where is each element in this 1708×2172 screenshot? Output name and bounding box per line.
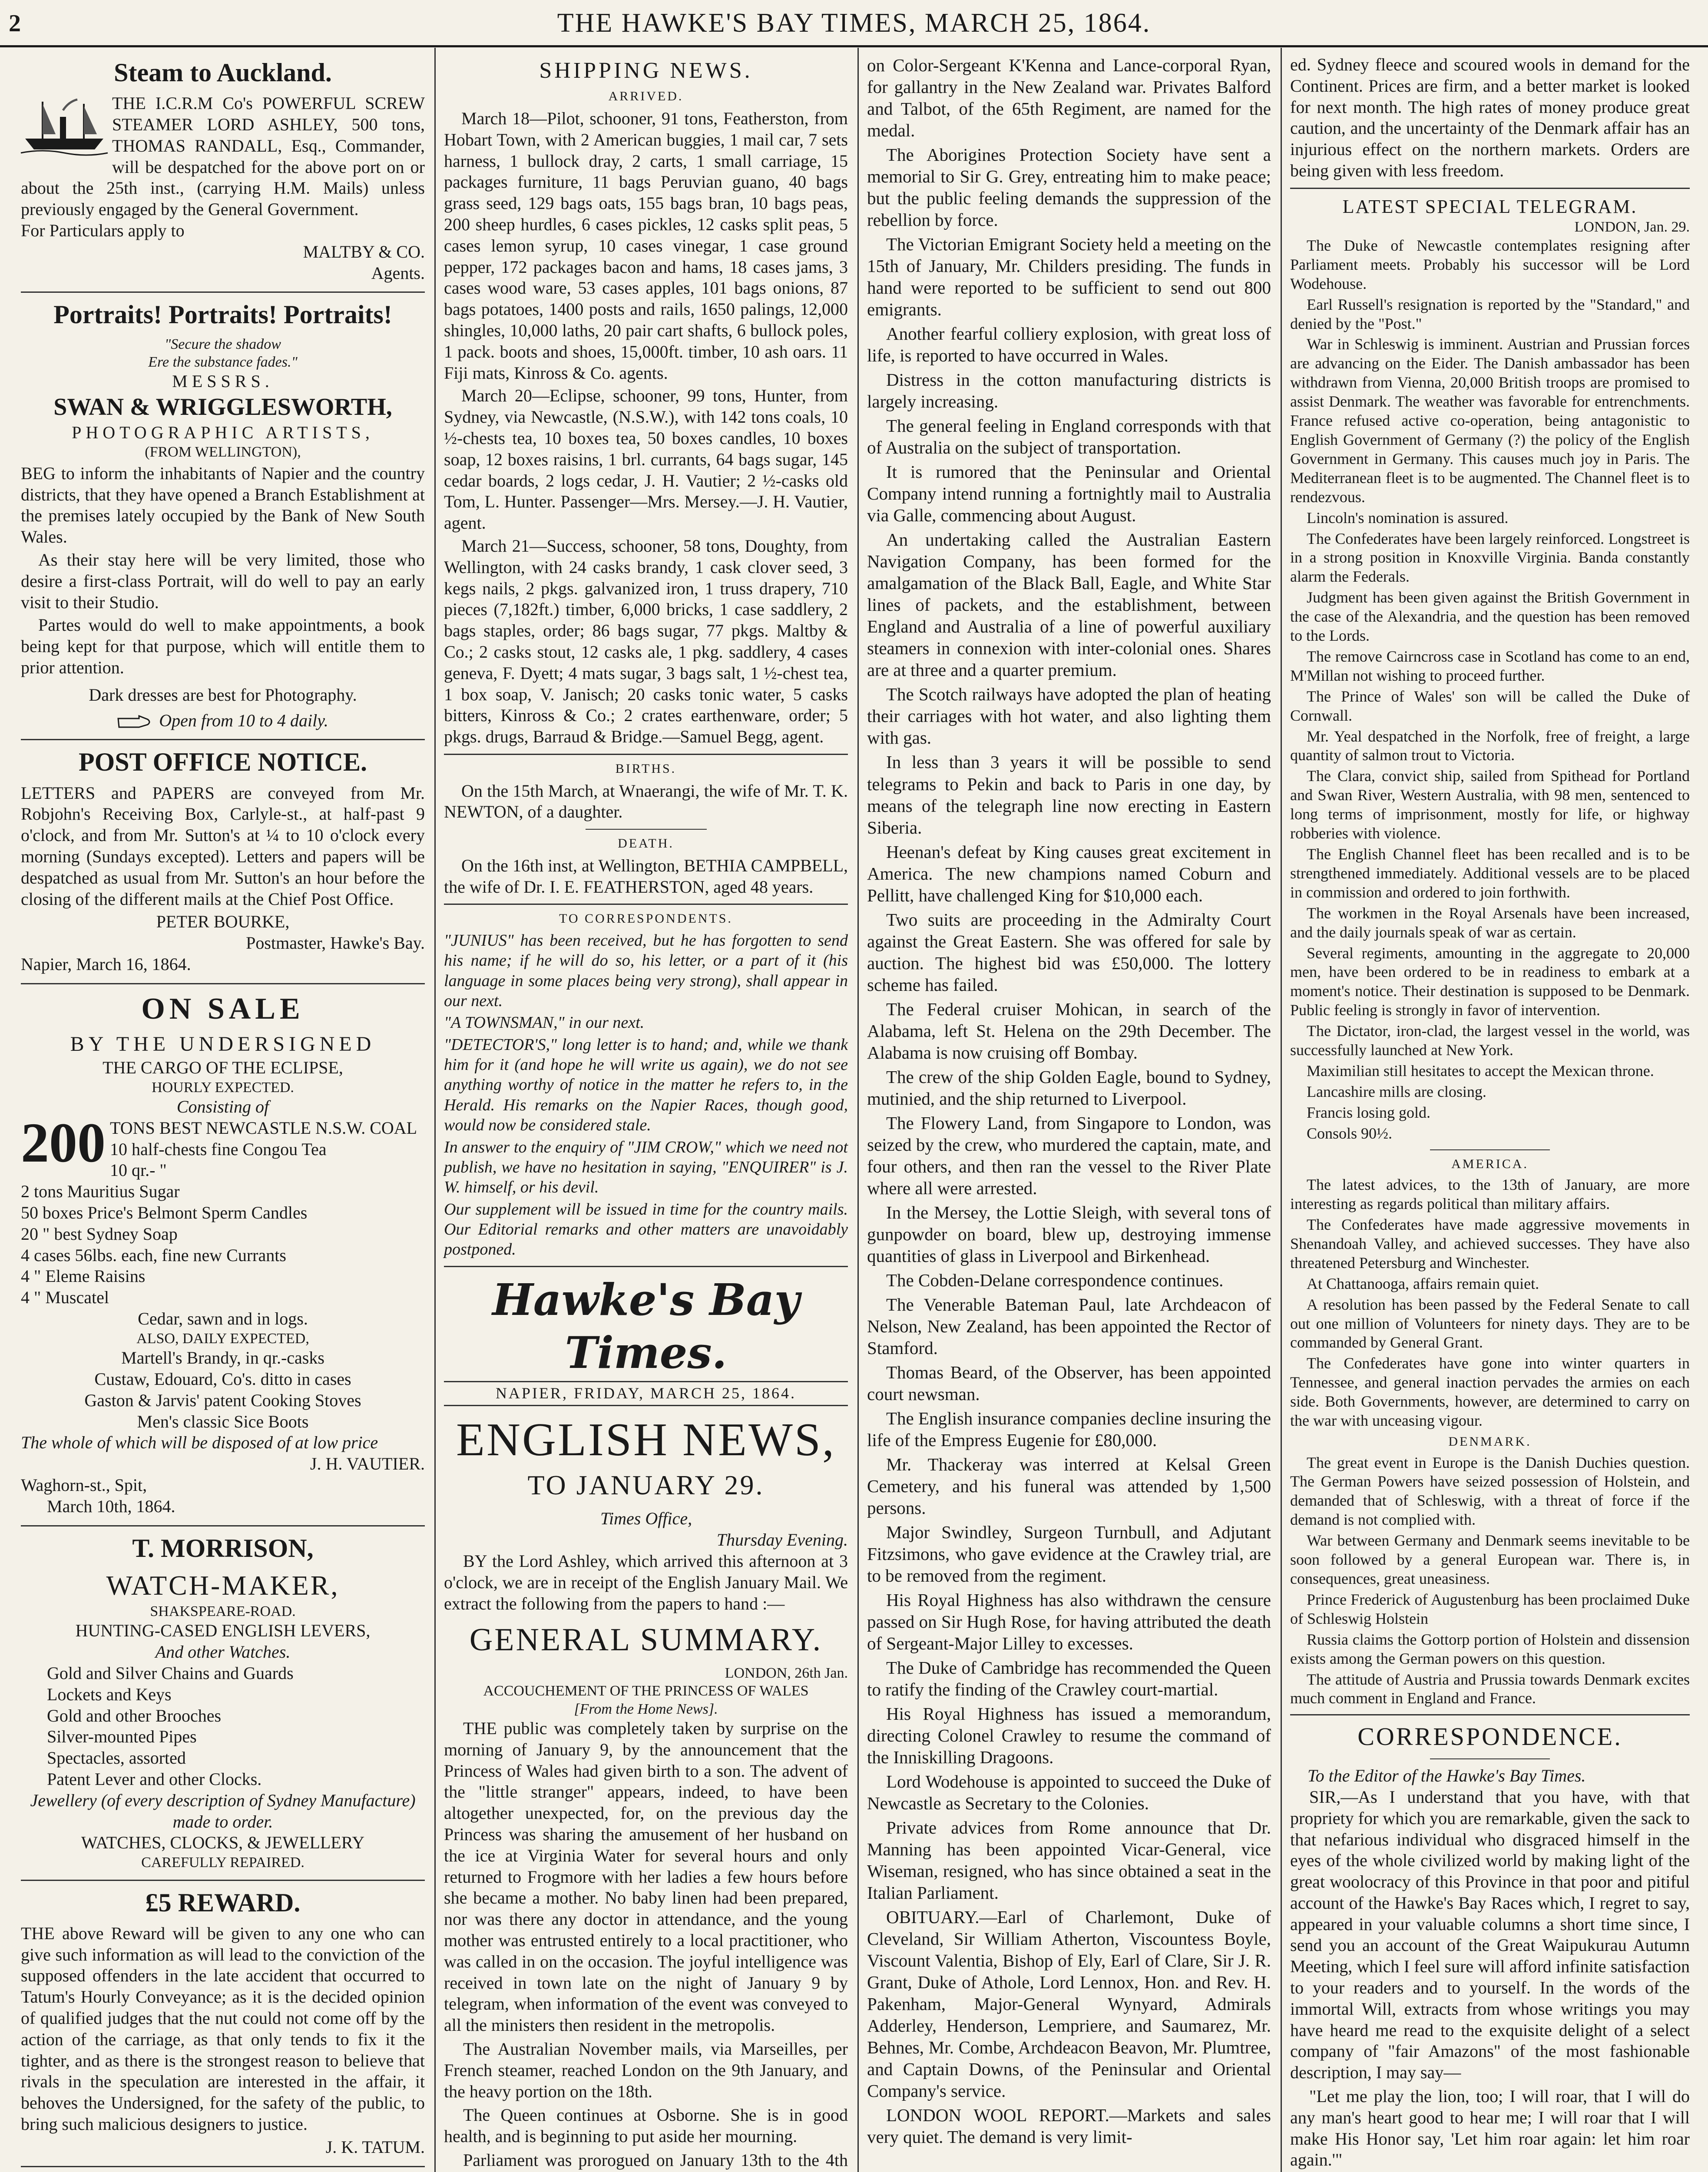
ad-text: Partes would do well to make appointments, a book being kept for that purpose, which will entitle them to prior attention.	[21, 615, 425, 678]
ad-whole: The whole of which will be disposed of at low price	[21, 1433, 378, 1453]
ad-date: March 10th, 1864.	[47, 1496, 175, 1516]
ad-also: ALSO, DAILY EXPECTED,	[136, 1330, 309, 1347]
ad-title: £5 REWARD.	[145, 1888, 301, 1917]
telegram-item: Lancashire mills are closing.	[1307, 1083, 1486, 1100]
correspondents-notes	[444, 930, 848, 1260]
ad-repairs: WATCHES, CLOCKS, & JEWELLERY	[81, 1833, 365, 1853]
ad-on-sale	[21, 990, 425, 1517]
english-news-heading: ENGLISH NEWS,	[456, 1414, 836, 1466]
ad-post-office	[21, 746, 425, 975]
paragraph: The Duke of Cambridge has recommended the Queen to ratify the finding of the Crawley court-martial.	[867, 1658, 1271, 1700]
ad-messrs: MESSRS.	[172, 371, 274, 391]
ad-role: Postmaster, Hawke's Bay.	[246, 933, 425, 953]
general-summary-heading: GENERAL SUMMARY.	[469, 1622, 823, 1658]
correspondent-note: Our supplement will be issued in time for the country mails. Our Editorial remarks and other matters are unavoidably postponed.	[444, 1200, 848, 1259]
births-heading: BIRTHS.	[615, 761, 677, 776]
pointing-hand-icon	[117, 714, 152, 730]
telegram-item: The Confederates have gone into winter quarters in Tennessee, and general inaction pervades the armies on each side. Both Governments, however, are determined to carry on the war with unceasing vigour.	[1290, 1354, 1690, 1430]
ad-agents-label: Agents.	[371, 263, 425, 283]
masthead: THE HAWKE'S BAY TIMES, MARCH 25, 1864.	[557, 8, 1151, 38]
paragraph: BY the Lord Ashley, which arrived this afternoon at 3 o'clock, we are in receipt of the English January Mail. We extract the following from the papers to hand :—	[444, 1551, 848, 1613]
list-item: 10 qr.- "	[110, 1160, 167, 1180]
divider	[444, 904, 848, 905]
ad-agent: MALTBY & CO.	[303, 242, 425, 262]
telegram-item: The Duke of Newcastle contemplates resigning after Parliament meets. Probably his successor will be Lord Wodehouse.	[1290, 236, 1690, 292]
ad-coal-amount: 200	[21, 1111, 106, 1174]
ad-note: Dark dresses are best for Photography.	[89, 685, 357, 705]
ad-hours	[21, 710, 425, 732]
telegram-item: The great event in Europe is the Danish Duchies question. The German Powers have seized possession of Holstein, and demanded that of Schleswig, with a threat of force if the demand is not complied with.	[1290, 1454, 1690, 1529]
paragraph: "Let me play the lion, too; I will roar, that I will do any man's heart good to hear me; I will roar that I will make His Honor say, 'Let him roar again: let him roar again.'"	[1290, 2086, 1690, 2170]
shipping-entry: March 20—Eclipse, schooner, 99 tons, Hunter, from Sydney, via Newcastle, (N.S.W.), with 142 tons coals, 10 ½-chests tea, 10 boxes tea, 50 boxes candles, 10 boxes soap, 12 boxes raisins, 1 brl. currants, 64 bags sugar, 145 cedar boards, 2 logs cedar, J. H. Vautier; 2 ½-casks old Tom, L. Hunter. Passenger—Mrs. Mersey.—J. H. Vautier, agent.	[444, 386, 848, 533]
ad-signer: J. H. VAUTIER.	[310, 1454, 425, 1474]
list-item: Martell's Brandy, in qr.-casks	[121, 1348, 324, 1368]
divider	[1430, 1758, 1550, 1759]
ad-morrison	[21, 1533, 425, 1872]
paragraph: Thomas Beard, of the Observer, has been appointed court newsman.	[867, 1362, 1271, 1404]
ad-title: POST OFFICE NOTICE.	[78, 748, 367, 777]
telegram-item: Lincoln's nomination is assured.	[1307, 509, 1509, 526]
paragraph: Major Swindley, Surgeon Turnbull, and Adjutant Fitzsimons, who gave evidence at the Crawley trial, are to be removed from the regiment.	[867, 1522, 1271, 1586]
newspaper-logo: Hawke's Bay Times.	[492, 1274, 800, 1378]
telegram-item: A resolution has been passed by the Federal Senate to call out one million of Volunteers for ninety days. They are to be commanded by General Grant.	[1290, 1295, 1690, 1351]
telegram-item: The English Channel fleet has been recalled and is to be strengthened immediately. Additional vessels are to be placed in commission and ordered to join forthwith.	[1290, 845, 1690, 901]
ad-title: ON SALE	[141, 992, 305, 1026]
paragraph: It is rumored that the Peninsular and Oriental Company intend running a fortnightly mail to Australia via Galle, commencing about August.	[867, 462, 1271, 526]
column-divider	[434, 48, 436, 2172]
correspondent-note: "JUNIUS" has been received, but he has forgotten to send his name; if he will do so, his letter, or a part of it (his language in some places being very strong), shall appear in our next.	[444, 931, 848, 1010]
divider	[1290, 188, 1690, 189]
correspondents-heading: TO CORRESPONDENTS.	[559, 911, 733, 926]
paragraph: In less than 3 years it will be possible to send telegrams to Pekin and back to Paris in one day, by means of the telegraph line now erecting in Eastern Siberia.	[867, 752, 1271, 838]
ad-from: (FROM WELLINGTON),	[145, 444, 301, 460]
page-header	[0, 0, 1708, 48]
paragraph: Two suits are proceeding in the Admiralty Court against the Great Eastern. She was offered for sale by auction. The highest bid was £50,000. The lottery scheme has failed.	[867, 909, 1271, 995]
telegram-item: The Prince of Wales' son will be called the Duke of Cornwall.	[1290, 687, 1690, 724]
paragraph: Another fearful colliery explosion, with great loss of life, is reported to have occurred in Wales.	[867, 324, 1271, 366]
correspondent-note: "DETECTOR'S," long letter is to hand; and, while we thank him for it (and hope he will write us again), we do not see anything worthy of notice in the matter he refers to, in the Herald. His remarks on the Napier Races, though good, would now be considered stale.	[444, 1035, 848, 1135]
telegram-item: Judgment has been given against the British Government in the case of the Alexandria, and the question has been removed to the Lords.	[1290, 589, 1690, 645]
ad-cargo: THE CARGO OF THE ECLIPSE,	[103, 1057, 343, 1077]
paragraph: The general feeling in England corresponds with that of Australia on the subject of transportation.	[867, 416, 1271, 458]
list-item: Gaston & Jarvis' patent Cooking Stoves	[84, 1390, 361, 1410]
paragraph: The Australian November mails, via Marseilles, per French steamer, reached London on the 9th January, and the heavy portion on the 18th.	[444, 2039, 848, 2101]
ad-portraits	[21, 299, 425, 731]
dateline: NAPIER, FRIDAY, MARCH 25, 1864.	[444, 1381, 848, 1406]
ad-signer: PETER BOURKE,	[156, 912, 290, 932]
times-office: Times Office,	[600, 1509, 692, 1529]
divider	[444, 1266, 848, 1267]
list-item: 2 tons Mauritius Sugar	[21, 1182, 180, 1202]
wool-report-continued	[1290, 54, 1690, 182]
paragraph: The Scotch railways have adopted the plan of heating their carriages with hot water, and also lighting them with gas.	[867, 684, 1271, 748]
divider	[21, 1880, 425, 1881]
telegram-item: Prince Frederick of Augustenburg has been proclaimed Duke of Schleswig Holstein	[1290, 1590, 1690, 1627]
denmark-items	[1290, 1454, 1690, 1708]
shipping-entries	[444, 108, 848, 748]
telegram-item: War in Schleswig is imminent. Austrian and Prussian forces are advancing on the Eider. The Danish ambassador has been withdrawn from Vienna, 20,000 British troops are promised to assist Denmark. The weather was favorable for entrenchments. France refused active co-operation, being antagonistic to English Government of Germany (?) the policy of the English Government in Germany. This causes much joy in Paris. The Mediterranean fleet is to be augmented. The Channel fleet is to rendezvous.	[1290, 335, 1690, 506]
america-items	[1290, 1175, 1690, 1430]
paragraph: Lord Wodehouse is appointed to succeed the Duke of Newcastle as Secretary to the Colonies.	[867, 1771, 1271, 1814]
telegram-heading: LATEST SPECIAL TELEGRAM.	[1342, 195, 1638, 217]
list-item: 50 boxes Price's Belmont Sperm Candles	[21, 1202, 308, 1222]
divider	[1430, 1149, 1550, 1150]
shipping-entry: March 21—Success, schooner, 58 tons, Doughty, from Wellington, with 24 casks brandy, 1 cask clover seed, 3 kegs nails, 2 pkgs. galvanized iron, 1 truss drapery, 710 pieces (7,182ft.) timber, 6,000 bricks, 1 case saddlery, 2 bags staples, order; 86 bags sugar, 77 pkgs. Maltby & Co.; 2 casks stout, 12 casks ale, 1 pkg. saddlery, 4 cases geneva, F. Dyett; 4 mats sugar, 3 bags salt, 1 ½-chest tea, 1 box soap, V. Janisch; 20 casks tonic water, 5 casks bitters, Kinross & Co.; 2 crates earthenware, order; 5 pkgs. drugs, Barraud & Bridge.—Samuel Begg, agent.	[444, 536, 848, 747]
list-item: 10 half-chests fine Congou Tea	[110, 1139, 327, 1159]
ad-jewellery: Jewellery (of every description of Sydney Manufacture) made to order.	[30, 1790, 416, 1831]
paragraph: The Cobden-Delane correspondence continues.	[886, 1270, 1224, 1290]
paragraph: The Queen continues at Osborne. She is in good health, and is beginning to put aside her mourning.	[444, 2105, 848, 2146]
paragraph: SIR,—As I understand that you have, with that propriety for which you are remarkable, given the sack to that nefarious individual who disgraced himself in the eyes of the whole civilized world by making light of the great woolocracy of this Province in that poor and pitiful account of the Hawke's Bay Races which, I regret to say, appeared in your valuable columns a short time since, I send you an account of the Great Waipukurau Autumn Meeting, which I feel sure will afford infinite satisfaction to your readers and to yourself. In the words of the immortal Will, extracts from whose writings you may have heard me read to the exquisite delight of a select company of "fair Amazons" of the most fashionable description, I may say—	[1290, 1787, 1690, 2083]
thursday-evening: Thursday Evening.	[716, 1530, 848, 1550]
list-item: 4 cases 56lbs. each, fine new Currants	[21, 1245, 286, 1265]
telegram-item: Russia claims the Gottorp portion of Holstein and dissension exists among the German powers on this question.	[1290, 1630, 1690, 1667]
ad-title: Portraits! Portraits! Portraits!	[53, 300, 392, 329]
ad-text: THE I.C.R.M Co's POWERFUL SCREW STEAMER LORD ASHLEY, 500 tons, THOMAS RANDALL, Esq., Commander, will be despatched for the above port on or about the 25th inst., (carrying H.M. Mails) unless previously engaged by the General Government.	[21, 93, 425, 219]
telegram-items	[1290, 236, 1690, 1143]
telegram-item: Earl Russell's resignation is reported by the "Standard," and denied by the "Post."	[1290, 295, 1690, 332]
accouchement-heading: ACCOUCHEMENT OF THE PRINCESS OF WALES	[483, 1683, 809, 1699]
ad-by: BY THE UNDERSIGNED	[70, 1033, 376, 1056]
page-number: 2	[9, 10, 21, 37]
ad-consisting: Consisting of	[176, 1096, 269, 1116]
arrived-heading: ARRIVED.	[608, 89, 684, 104]
letter-body	[1290, 1787, 1690, 2171]
list-item: Gold and Silver Chains and Guards	[47, 1663, 294, 1683]
death-heading: DEATH.	[618, 836, 674, 851]
list-item: Cedar, sawn and in logs.	[138, 1308, 308, 1328]
ad-reward	[21, 1887, 425, 2158]
english-news-subheading: TO JANUARY 29.	[527, 1470, 765, 1501]
ad-steam-to-auckland	[21, 57, 425, 284]
telegram-item: Francis losing gold.	[1307, 1103, 1430, 1121]
telegram-item: Consols 90½.	[1307, 1124, 1393, 1142]
list-item: Lockets and Keys	[47, 1684, 172, 1704]
letter-salutation: To the Editor of the Hawke's Bay Times.	[1307, 1766, 1586, 1786]
telegram-item: The Clara, convict ship, sailed from Spithead for Portland and Swan River, Western Australia, with 98 men, sentenced to long terms of imprisonment, mostly for life, or highway robberies with violence.	[1290, 767, 1690, 842]
ad-coal-text: TONS BEST NEWCASTLE N.S.W. COAL	[110, 1118, 417, 1138]
paragraph: The Federal cruiser Mohican, in search of the Alabama, left St. Helena on the 29th December. The Alabama is now cruising off Bombay.	[867, 999, 1271, 1063]
death-notice: On the 16th inst, at Wellington, BETHIA CAMPBELL, the wife of Dr. I. E. FEATHERSTON, aged 48 years.	[444, 855, 848, 897]
divider	[21, 983, 425, 984]
divider	[586, 829, 707, 830]
denmark-heading: DENMARK.	[1448, 1434, 1532, 1449]
list-item: 4 " Muscatel	[21, 1288, 109, 1308]
divider	[21, 739, 425, 740]
shipping-news-title: SHIPPING NEWS.	[539, 58, 753, 83]
paragraph: ed. Sydney fleece and scoured wools in demand for the Continent. Prices are firm, and a better market is looked for next month. The high rates of money produce great caution, and the uncertainty of the Denmark affair has an injurious effect on the northern markets. Orders are being given with less freedom.	[1290, 55, 1690, 180]
paragraph: The Victorian Emigrant Society held a meeting on the 15th of January, Mr. Childers presiding. The funds in hand were reported to be sufficient to send out 800 emigrants.	[867, 234, 1271, 320]
list-item: Patent Lever and other Clocks.	[47, 1769, 262, 1789]
column-shipping-news	[444, 54, 848, 2172]
ad-title: Steam to Auckland.	[114, 58, 332, 87]
ad-text: As their stay here will be very limited, those who desire a first-class Portrait, will do well to pay an early visit to their Studio.	[21, 550, 425, 612]
divider	[21, 1525, 425, 1526]
ad-signer: J. K. TATUM.	[325, 2137, 425, 2157]
ad-carefully: CAREFULLY REPAIRED.	[141, 1854, 305, 1871]
ad-address: SHAKSPEARE-ROAD.	[150, 1603, 296, 1619]
paragraph: The English insurance companies decline insuring the life of the Empress Eugenie for £80,000.	[867, 1408, 1271, 1450]
paragraph: Heenan's defeat by King causes great excitement in America. The new champions named Coburn and Pellitt, have challenged King for $10,000 each.	[867, 841, 1271, 905]
paragraph: OBITUARY.—Earl of Charlemont, Duke of Cleveland, Sir William Atherton, Viscountess Boyle, Viscount Valentia, Bishop of Ely, Earl of Clare, Sir J. R. Grant, Duke of Athole, Lord Lennox, Hon. and Rev. H. Pakenham, Major-General Wynyard, Admirals Adderley, Henderson, Lempriere, and Saumarez, Mr. Behnes, Mr. Combe, Archdeacon Beavon, Mr. Plumtree, and Captain Downs, of the Peninsular and Oriental Company's service.	[867, 1907, 1271, 2101]
paragraph: In the Mersey, the Lottie Sleigh, with several tons of gunpowder on board, blew up, destroying immense quantities of glass in Liverpool and Birkenhead.	[867, 1202, 1271, 1266]
paragraph: His Royal Highness has issued a memorandum, directing Colonel Crawley to resume the command of the Inniskilling Dragoons.	[867, 1704, 1271, 1768]
paragraph: Distress in the cotton manufacturing districts is largely increasing.	[867, 370, 1271, 412]
telegram-item: The latest advices, to the 13th of January, are more interesting as regards political than military affairs.	[1290, 1176, 1690, 1213]
news-paragraphs	[444, 1718, 848, 2172]
telegram-item: At Chattanooga, affairs remain quiet.	[1307, 1275, 1539, 1292]
paragraph: LONDON WOOL REPORT.—Markets and sales very quiet. The demand is very limit-	[867, 2105, 1271, 2147]
telegram-item: The remove Cairncross case in Scotland has come to an end, M'Millan not wishing to proceed further.	[1290, 647, 1690, 684]
telegram-item: The Confederates have been largely reinforced. Longstreet is in a strong position in Knoxville Virginia. Banda constantly alarm the Federals.	[1290, 530, 1690, 586]
telegram-item: Maximilian still hesitates to accept the Mexican throne.	[1307, 1062, 1654, 1079]
ad-quote: "Secure the shadow	[165, 336, 281, 352]
ad-text: BEG to inform the inhabitants of Napier and the country districts, that they have opened a Branch Establishment at the premises lately occupied by the Bank of New South Wales.	[21, 463, 425, 547]
column-divider	[857, 48, 859, 2172]
column-telegrams	[1290, 54, 1690, 2172]
ad-profession: PHOTOGRAPHIC ARTISTS,	[72, 422, 374, 442]
column-divider	[1281, 48, 1282, 2172]
telegram-item: The Dictator, iron-clad, the largest vessel in the world, was successfully launched at New York.	[1290, 1022, 1690, 1059]
correspondence-heading: CORRESPONDENCE.	[1357, 1722, 1622, 1751]
paragraph: The Aborigines Protection Society have sent a memorial to Sir G. Grey, entreating him to make peace; but the public feeling demands the suppression of the rebellion by force.	[867, 145, 1271, 230]
list-item: Silver-mounted Pipes	[47, 1727, 197, 1747]
divider	[21, 2166, 425, 2167]
divider	[1290, 1714, 1690, 1715]
paragraph: on Color-Sergeant K'Kenna and Lance-corporal Ryan, for gallantry in the New Zealand war. Privates Balford and Talbot, of the 65th Regiment, are named for the medal.	[867, 55, 1271, 141]
watch-items	[21, 1663, 425, 1790]
paragraph: Parliament was prorogued on January 13th to the 4th	[463, 2150, 848, 2170]
telegram-item: Several regiments, amounting in the aggregate to 20,000 men, have been ordered to be in readiness to embark at a moment's notice. Their destination is supposed to be Denmark. Public feeling is strongly in favor of intervention.	[1290, 944, 1690, 1019]
ad-particulars: For Particulars apply to	[21, 220, 185, 240]
divider	[21, 291, 425, 293]
london-dateline: LONDON, 26th Jan.	[725, 1665, 848, 1681]
paragraph: THE public was completely taken by surprise on the morning of January 9, by the announcement that the Princess of Wales had given birth to a son. The advent of the "little stranger" appears, indeed, to have been altogether unexpected, for, on the previous day the Princess was sharing the amusement of her husband on the ice at Virginia Water for several hours and only returned to Frogmore with her ladies a few hours before she became a mother. No baby linen had been prepared, nor was there any doctor in attendance, and the young mother was entrusted entirely to a local practitioner, who was called in on the occasion. The joyful intelligence was received in town late on the night of January 9 by telegram, when information of the event was conveyed to all the ministers then resident in the metropolis.	[444, 1718, 848, 2035]
ad-title: T. MORRISON,	[132, 1533, 314, 1563]
list-item: Custaw, Edouard, Co's. ditto in cases	[94, 1369, 351, 1389]
america-heading: AMERICA.	[1451, 1156, 1529, 1171]
list-item: 4 " Eleme Raisins	[21, 1266, 146, 1286]
ad-text: LETTERS and PAPERS are conveyed from Mr. Robjohn's Receiving Box, Carlyle-st., at half-past 9 o'clock, and from Mr. Sutton's at ¼ to 10 o'clock every morning (Sundays excepted). Letters and papers will be despatched as usual from Mr. Sutton's an hour before the closing of the different mails at the Chief Post Office.	[21, 783, 425, 909]
birth-notice: On the 15th March, at Wnaerangi, the wife of Mr. T. K. NEWTON, of a daughter.	[444, 781, 848, 822]
ad-hours-text: Open from 10 to 4 daily.	[159, 710, 328, 730]
paragraph: The crew of the ship Golden Eagle, bound to Sydney, mutinied, and the ship returned to Liverpool.	[867, 1066, 1271, 1109]
header-rule	[0, 45, 1708, 47]
paragraph: The Flowery Land, from Singapore to London, was seized by the crew, who murdered the captain, mate, and four others, and then ran the vessel to the River Plate where all were arrested.	[867, 1112, 1271, 1198]
telegram-item: The Confederates have made aggressive movements in Shenandoah Valley, and achieved successes. They have also threatened Petersburg and Winchester.	[1290, 1216, 1690, 1271]
source-note: [From the Home News].	[574, 1701, 718, 1717]
telegram-item: The workmen in the Royal Arsenals have been increased, and the daily journals speak of war as certain.	[1290, 904, 1690, 941]
shipping-entry: March 18—Pilot, schooner, 91 tons, Featherston, from Hobart Town, with 2 American buggies, 1 mail car, 7 sets harness, 1 bullock dray, 2 carts, 1 small carriage, 15 packages furniture, 11 bags Peruvian guano, 40 bags grass seed, 129 bags oats, 155 bags bran, 10 bags peas, 200 sheep hurdles, 6 cases pickles, 12 casks split peas, 5 cases lemon syrup, 10 cases vinegar, 1 case ground pepper, 172 packages bacon and hams, 18 cases jams, 3 cases wood ware, 53 cases apples, 101 bags onions, 87 bags potatoes, 1400 posts and rails, 1650 palings, 12,000 shingles, 10,000 laths, 20 pair cart shafts, 6 bullock poles, 1 pack. boots and shoes, 15,000ft. timber, 10 ash oars. 11 Fiji mats, Kinross & Co. agents.	[444, 109, 848, 383]
correspondent-note: "A TOWNSMAN," in our next.	[444, 1013, 645, 1032]
paragraph: Mr. Thackeray was interred at Kelsal Green Cemetery, and his funeral was attended by 1,500 persons.	[867, 1454, 1271, 1518]
telegram-item: The attitude of Austria and Prussia towards Denmark excites much comment in England and France.	[1290, 1670, 1690, 1707]
telegram-item: Mr. Yeal despatched in the Norfolk, free of freight, a large quantity of salmon trout to Victoria.	[1290, 727, 1690, 764]
telegram-item: War between Germany and Denmark seems inevitable to be soon followed by a general European war. There is, in consequences, great uneasiness.	[1290, 1532, 1690, 1588]
list-item: Gold and other Brooches	[47, 1705, 222, 1725]
ad-quote: Ere the substance fades."	[148, 354, 298, 371]
ad-trade: WATCH-MAKER,	[106, 1569, 340, 1601]
telegram-dateline: LONDON, Jan. 29.	[1574, 219, 1690, 235]
steamship-icon	[21, 93, 108, 158]
ad-hourly: HOURLY EXPECTED.	[152, 1079, 294, 1096]
ad-other: And other Watches.	[155, 1642, 291, 1662]
ad-firm-name: SWAN & WRIGGLESWORTH,	[53, 394, 392, 421]
list-item: Men's classic Sice Boots	[137, 1411, 309, 1431]
paragraph: His Royal Highness has also withdrawn the censure passed on Sir Hugh Rose, for having attributed the death of Sergeant-Major Lilley to excesses.	[867, 1590, 1271, 1654]
list-item: 20 " best Sydney Soap	[21, 1224, 178, 1244]
ad-address: Waghorn-st., Spit,	[21, 1475, 147, 1495]
sale-items-2	[21, 1348, 425, 1432]
correspondent-note: In answer to the enquiry of "JIM CROW," which we need not publish, we have no hesitation in saying, "ENQUIRER" is J. W. himself, or his devil.	[444, 1138, 848, 1197]
column-news-continued	[867, 54, 1271, 2172]
intro-paragraph	[444, 1551, 848, 1614]
ad-hunting: HUNTING-CASED ENGLISH LEVERS,	[75, 1621, 371, 1641]
divider	[444, 754, 848, 755]
ad-text: THE above Reward will be given to any one who can give such information as will lead to the conviction of the supposed offenders in the late accident that occurred to Tatum's Hourly Conveyance; as it is the decided opinion of qualified judges that the nut could not come off by the action of the carriage, as that only tends to fix it the tighter, and as there is the strongest reason to believe that rivals in the speculation are interested in the affair, it behoves the Undersigned, for the safety of the public, to bring such malicious designers to justice.	[21, 1923, 425, 2134]
paragraph: The Venerable Bateman Paul, late Archdeacon of Nelson, New Zealand, has been appointed the Rector of Stamford.	[867, 1294, 1271, 1358]
list-item: Spectacles, assorted	[47, 1748, 186, 1768]
paragraph: An undertaking called the Australian Eastern Navigation Company, has been formed for the amalgamation of the Black Ball, Eagle, and White Star lines of packets, and the establishment, between England and Australia of a line of powerful auxiliary steamers in connexion with inter-colonial ones. Shares are at three and a quarter premium.	[867, 530, 1271, 680]
paragraph: Private advices from Rome announce that Dr. Manning has been appointed Vicar-General, vice Wiseman, resigned, who has since obtained a seat in the Italian Parliament.	[867, 1818, 1271, 1903]
column-advertisements	[21, 54, 425, 2172]
ad-date: Napier, March 16, 1864.	[21, 954, 191, 974]
ad-body	[21, 93, 425, 220]
